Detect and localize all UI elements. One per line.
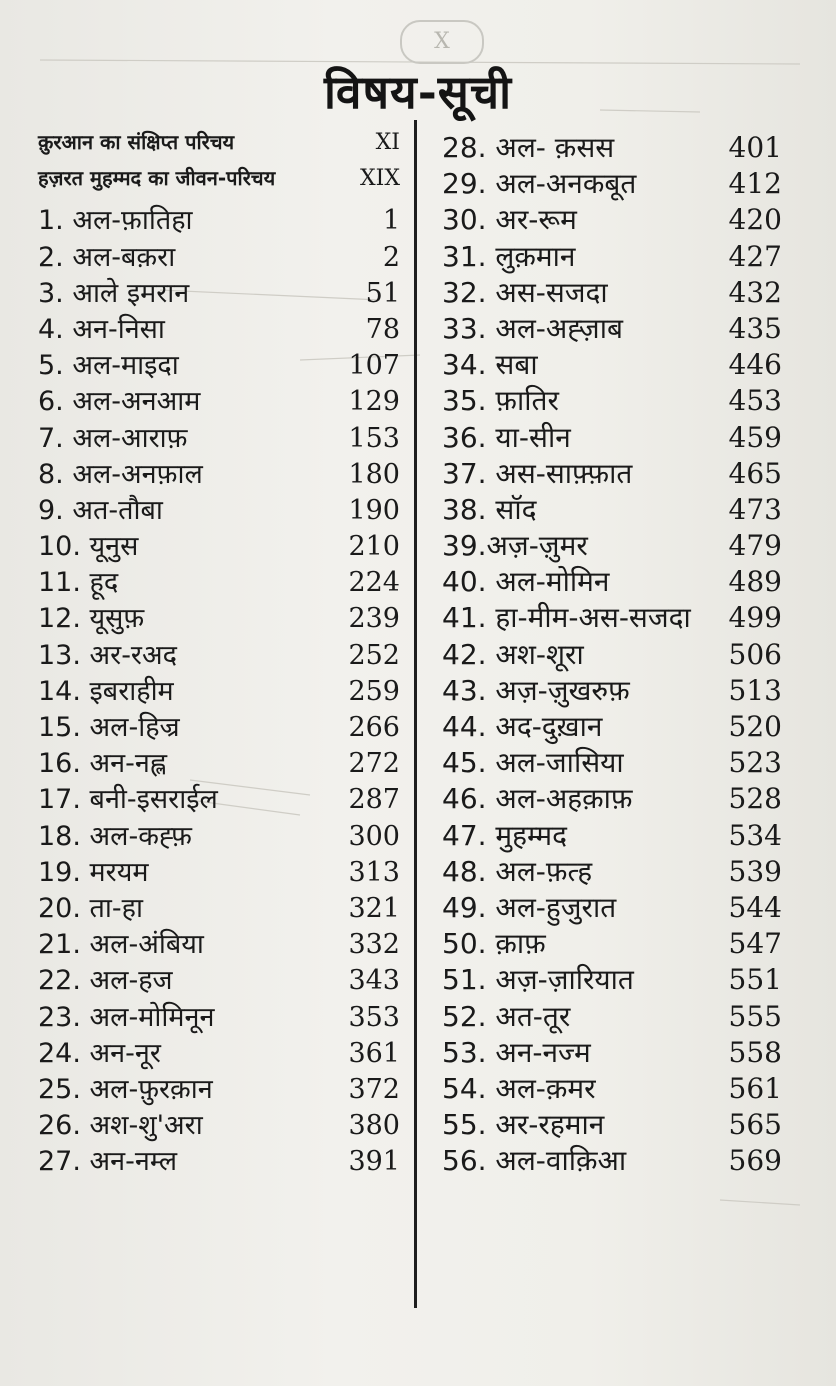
entry-title: 50. क़ाफ़	[442, 927, 546, 961]
toc-entry	[442, 309, 782, 345]
toc-entry	[442, 454, 782, 490]
toc-entry	[38, 852, 400, 888]
entry-title: 26. अश-शु'अरा	[38, 1110, 203, 1142]
entry-page: 287	[348, 784, 400, 816]
entry-title: 30. अर-रूम	[442, 203, 577, 237]
entry-title: 37. अस-साफ़्फ़ात	[442, 456, 633, 490]
entry-page: 300	[348, 820, 400, 852]
toc-entry	[38, 924, 400, 960]
toc-entry	[442, 852, 782, 888]
entry-title: 11. हूद	[38, 567, 119, 599]
entry-page: 190	[348, 494, 400, 526]
entry-page: 520	[728, 710, 782, 743]
entry-page: 391	[348, 1146, 400, 1178]
entry-title: 6. अल-अनआम	[38, 386, 201, 418]
entry-page: 361	[348, 1037, 400, 1069]
entry-page: 51	[365, 277, 400, 309]
entry-title: 27. अन-नम्ल	[38, 1146, 178, 1178]
toc-entry	[442, 418, 782, 454]
entry-page: 353	[348, 1001, 400, 1033]
entry-title: 13. अर-रअद	[38, 639, 177, 671]
entry-page: 558	[728, 1035, 782, 1069]
entry-page: 544	[728, 890, 782, 924]
toc-entry	[38, 418, 400, 454]
toc-entry	[38, 381, 400, 417]
toc-entry	[38, 237, 400, 273]
toc-entry	[442, 345, 782, 381]
toc-entry	[38, 164, 400, 200]
entry-page: 459	[728, 420, 782, 454]
entry-page: 224	[348, 567, 400, 599]
toc-entry	[38, 1033, 400, 1069]
entry-page: 435	[728, 311, 782, 345]
toc-entry	[442, 1141, 782, 1177]
toc-entry	[442, 200, 782, 236]
entry-title: 31. लुक़मान	[442, 239, 576, 273]
entry-page: 343	[348, 965, 400, 997]
entry-page: 506	[728, 637, 782, 671]
entry-title: हज़रत मुहम्मद का जीवन-परिचय	[38, 166, 276, 191]
toc-entry	[442, 960, 782, 996]
toc-entry	[442, 381, 782, 417]
entry-page: XIX	[359, 166, 400, 192]
entry-page: 239	[348, 603, 400, 635]
entry-page: 272	[348, 748, 400, 780]
toc-entry	[442, 779, 782, 815]
entry-page: 499	[728, 601, 782, 635]
entry-page: 427	[728, 239, 782, 273]
entry-title: 1. अल-फ़ातिहा	[38, 205, 193, 237]
entry-page: 432	[728, 275, 782, 309]
entry-title: 33. अल-अह्ज़ाब	[442, 311, 623, 345]
toc-entry	[442, 997, 782, 1033]
toc-entry	[442, 490, 782, 526]
toc-entry	[38, 1141, 400, 1177]
toc-entry	[38, 635, 400, 671]
toc-entry	[38, 888, 400, 924]
entry-title: 51. अज़-ज़ारियात	[442, 963, 634, 997]
entry-page: 453	[728, 384, 782, 418]
toc-entry	[442, 888, 782, 924]
entry-page: 313	[348, 856, 400, 888]
entry-title: 5. अल-माइदा	[38, 350, 179, 382]
entry-title: 7. अल-आराफ़	[38, 422, 188, 454]
entry-title: 45. अल-जासिया	[442, 746, 624, 780]
toc-entry	[38, 1069, 400, 1105]
entry-title: 44. अद-दुख़ान	[442, 710, 603, 743]
toc-entry	[442, 526, 782, 562]
toc-entry	[442, 598, 782, 634]
entry-title: 4. अन-निसा	[38, 313, 165, 345]
toc-entry	[442, 237, 782, 273]
entry-title: 47. मुहम्मद	[442, 818, 568, 852]
column-divider	[414, 120, 417, 1308]
toc-entry	[442, 128, 782, 164]
entry-title: 3. आले इमरान	[38, 277, 190, 309]
toc-left-column	[38, 128, 400, 1177]
entry-page: 129	[348, 386, 400, 418]
entry-title: 9. अत-तौबा	[38, 494, 163, 526]
toc-entry	[38, 743, 400, 779]
entry-page: 555	[728, 999, 782, 1033]
entry-title: 20. ता-हा	[38, 892, 143, 924]
toc-entry	[442, 1069, 782, 1105]
entry-title: 49. अल-हुजुरात	[442, 890, 617, 924]
entry-title: 24. अन-नूर	[38, 1037, 161, 1069]
entry-title: 17. बनी-इसराईल	[38, 784, 218, 816]
entry-title: 41. हा-मीम-अस-सजदा	[442, 601, 691, 635]
entry-title: 55. अर-रहमान	[442, 1108, 605, 1142]
entry-title: 48. अल-फ़त्ह	[442, 854, 593, 888]
entry-page: XI	[375, 130, 400, 155]
entry-title: 21. अल-अंबिया	[38, 929, 204, 961]
entry-title: 32. अस-सजदा	[442, 275, 608, 309]
toc-entry	[38, 273, 400, 309]
entry-page: 569	[728, 1144, 782, 1178]
entry-title: 15. अल-हिज्र	[38, 712, 180, 743]
entry-title: 38. सॉद	[442, 492, 537, 526]
toc-entry	[442, 816, 782, 852]
entry-title: 40. अल-मोमिन	[442, 565, 610, 599]
toc-right-list	[442, 128, 782, 1177]
entry-page: 259	[348, 675, 400, 707]
toc-right-column	[442, 128, 782, 1177]
toc-entry	[442, 924, 782, 960]
toc-left-list	[38, 200, 400, 1177]
toc-entry	[442, 743, 782, 779]
entry-page: 180	[348, 458, 400, 490]
entry-page: 420	[728, 203, 782, 237]
entry-title: 35. फ़ातिर	[442, 384, 559, 418]
entry-title: 10. यूनुस	[38, 531, 139, 563]
toc-entry	[38, 454, 400, 490]
entry-title: 22. अल-हज	[38, 965, 173, 997]
entry-page: 465	[728, 456, 782, 490]
toc-entry	[38, 671, 400, 707]
entry-page: 412	[728, 167, 782, 201]
toc-entry	[442, 671, 782, 707]
entry-page: 479	[728, 529, 782, 563]
toc-entry	[38, 562, 400, 598]
toc-entry	[38, 490, 400, 526]
entry-title: 43. अज़-ज़ुखरुफ़	[442, 673, 630, 707]
toc-entry	[38, 128, 400, 164]
entry-page: 78	[365, 313, 400, 345]
entry-title: 54. अल-क़मर	[442, 1071, 596, 1105]
entry-page: 565	[728, 1108, 782, 1142]
entry-title: 23. अल-मोमिनून	[38, 1001, 215, 1033]
toc-entry	[38, 707, 400, 743]
toc-entry	[38, 779, 400, 815]
entry-title: 28. अल- क़सस	[442, 131, 615, 164]
entry-page: 523	[728, 746, 782, 780]
entry-page: 1	[382, 205, 400, 237]
entry-page: 332	[348, 929, 400, 961]
entry-page: 489	[728, 565, 782, 599]
toc-entry	[38, 526, 400, 562]
entry-title: 2. अल-बक़रा	[38, 241, 176, 273]
entry-page: 266	[348, 712, 400, 743]
toc-entry	[38, 309, 400, 345]
entry-title: 19. मरयम	[38, 856, 149, 888]
entry-title: 56. अल-वाक़िआ	[442, 1144, 627, 1178]
entry-title: 12. यूसुफ़	[38, 603, 145, 635]
entry-page: 153	[348, 422, 400, 454]
entry-page: 107	[348, 350, 400, 382]
entry-title: 34. सबा	[442, 348, 538, 382]
entry-title: 25. अल-फ़ुरक़ान	[38, 1073, 213, 1105]
toc-entry	[38, 345, 400, 381]
entry-page: 561	[728, 1071, 782, 1105]
entry-page: 513	[728, 673, 782, 707]
entry-title: 52. अत-तूर	[442, 999, 571, 1033]
toc-entry	[38, 598, 400, 634]
toc-entry	[38, 816, 400, 852]
entry-page: 547	[728, 927, 782, 961]
entry-page: 539	[728, 854, 782, 888]
toc-entry	[442, 1105, 782, 1141]
toc-entry	[442, 164, 782, 200]
entry-title: 36. या-सीन	[442, 420, 571, 454]
entry-title: 42. अश-शूरा	[442, 637, 584, 671]
toc-entry	[38, 997, 400, 1033]
entry-page: 380	[348, 1110, 400, 1142]
toc-entry	[442, 707, 782, 743]
entry-page: 534	[728, 818, 782, 852]
entry-title: क़ुरआन का संक्षिप्त परिचय	[38, 130, 235, 154]
page-title: विषय-सूची	[323, 65, 513, 119]
entry-page: 528	[728, 782, 782, 816]
entry-page: 446	[728, 348, 782, 382]
entry-page: 372	[348, 1073, 400, 1105]
entry-page: 551	[728, 963, 782, 997]
entry-title: 53. अन-नज्म	[442, 1035, 591, 1069]
toc-entry	[38, 1105, 400, 1141]
toc-entry	[38, 200, 400, 236]
entry-page: 401	[728, 131, 782, 164]
page-marker: X	[400, 20, 484, 64]
entry-page: 210	[348, 531, 400, 563]
entry-page: 252	[348, 639, 400, 671]
entry-title: 16. अन-नह्ल	[38, 748, 167, 780]
entry-title: 39.अज़-ज़ुमर	[442, 529, 588, 563]
entry-title: 14. इबराहीम	[38, 675, 174, 707]
entry-page: 321	[348, 892, 400, 924]
entry-title: 18. अल-कह्फ़	[38, 820, 192, 852]
toc-entry	[442, 1033, 782, 1069]
entry-title: 46. अल-अहक़ाफ़	[442, 782, 633, 816]
toc-entry	[38, 960, 400, 996]
toc-entry	[442, 635, 782, 671]
entry-title: 29. अल-अनकबूत	[442, 167, 637, 201]
entry-page: 473	[728, 492, 782, 526]
toc-entry	[442, 562, 782, 598]
entry-page: 2	[382, 241, 400, 273]
entry-title: 8. अल-अनफ़ाल	[38, 458, 203, 490]
toc-entry	[442, 273, 782, 309]
